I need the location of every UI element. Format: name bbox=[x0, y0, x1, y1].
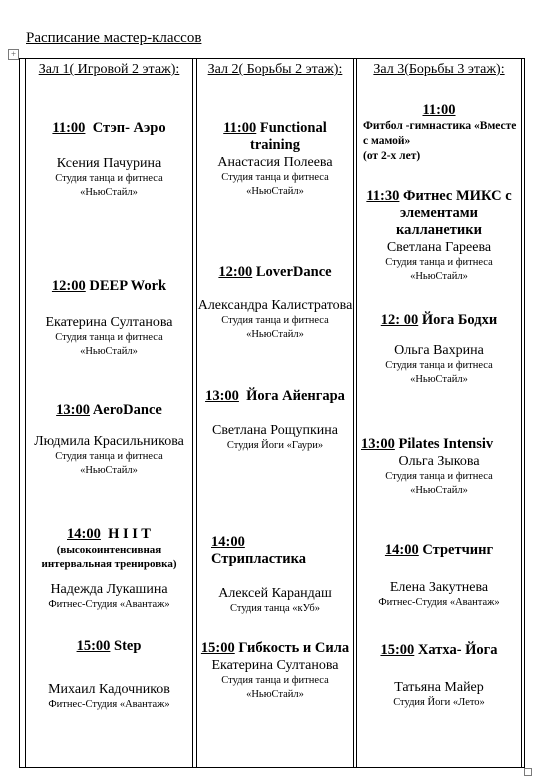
session-name: Фитбол -гимнастика «Вместе с мамой» bbox=[363, 120, 517, 147]
session-name: Йога Айенгара bbox=[246, 388, 345, 404]
studio-name: Студия танца и фитнеса «НьюСтайл» bbox=[385, 257, 493, 282]
session-title bbox=[26, 402, 192, 419]
session-time: 11:00 bbox=[422, 102, 456, 118]
hall-3-column bbox=[356, 58, 522, 768]
session-block bbox=[26, 278, 192, 359]
trainer-name: Ольга Зыкова bbox=[398, 454, 480, 469]
studio-name: Студия танца и фитнеса «НьюСтайл» bbox=[55, 332, 163, 357]
trainer-name: Ольга Вахрина bbox=[394, 343, 484, 358]
session-block bbox=[26, 526, 192, 612]
session-title bbox=[26, 120, 192, 137]
trainer-name: Алексей Карандаш bbox=[218, 586, 332, 601]
session-time: 14:00 bbox=[67, 526, 101, 542]
session-block bbox=[197, 264, 353, 342]
session-title bbox=[26, 278, 192, 295]
session-title bbox=[357, 642, 521, 659]
session-name: Functional training bbox=[250, 120, 327, 153]
studio-name: Фитнес-Студия «Авантаж» bbox=[48, 699, 170, 710]
session-block bbox=[357, 188, 521, 284]
session-block bbox=[357, 436, 521, 498]
table-resize-handle-icon[interactable] bbox=[524, 768, 532, 776]
trainer-name: Светлана Гареева bbox=[386, 240, 492, 255]
table-move-handle-icon[interactable]: + bbox=[8, 49, 19, 60]
session-time: 13:00 bbox=[361, 436, 395, 452]
session-title bbox=[357, 312, 521, 329]
session-time: 12:00 bbox=[51, 278, 86, 294]
trainer-name: Людмила Красильникова bbox=[34, 434, 184, 449]
session-title bbox=[357, 436, 521, 453]
session-name: H I I T bbox=[108, 526, 151, 542]
studio-name: Студия танца и фитнеса «НьюСтайл» bbox=[221, 315, 329, 340]
trainer-name: Александра Калистратова bbox=[197, 298, 353, 313]
studio-name: Студия Йоги «Гаури» bbox=[226, 440, 324, 451]
studio-name: Студия танца и фитнеса «НьюСтайл» bbox=[55, 173, 163, 198]
session-title bbox=[357, 102, 521, 119]
session-title bbox=[26, 638, 192, 655]
hall-2-header: Зал 2( Борьбы 2 этаж): bbox=[207, 62, 343, 77]
session-name: Pilates Intensiv bbox=[398, 436, 494, 452]
session-block bbox=[197, 120, 353, 199]
session-block bbox=[357, 312, 521, 387]
session-title bbox=[197, 534, 353, 568]
session-block bbox=[197, 640, 353, 702]
hall-1-column bbox=[25, 58, 193, 768]
trainer-name: Светлана Рощупкина bbox=[212, 423, 338, 438]
session-name: Хатха- Йога bbox=[417, 642, 498, 658]
session-time: 15:00 bbox=[380, 642, 415, 658]
session-name: LoverDance bbox=[255, 264, 332, 280]
session-name: AeroDance bbox=[92, 402, 162, 418]
trainer-name: Михаил Кадочников bbox=[48, 682, 170, 697]
studio-name: Фитнес-Студия «Авантаж» bbox=[378, 597, 500, 608]
studio-name: Фитнес-Студия «Авантаж» bbox=[48, 599, 170, 610]
session-time: 14:00 bbox=[384, 542, 419, 558]
studio-name: Студия Йоги «Лето» bbox=[393, 697, 485, 708]
studio-name: Студия танца «кУб» bbox=[230, 603, 320, 614]
session-name: DEEP Work bbox=[89, 278, 167, 294]
hall-2-column bbox=[196, 58, 354, 768]
session-name: Стрипластика bbox=[211, 551, 307, 567]
trainer-name: Екатерина Султанова bbox=[211, 658, 339, 673]
hall-1-header: Зал 1( Игровой 2 этаж): bbox=[38, 62, 180, 77]
session-title bbox=[357, 188, 521, 239]
session-title bbox=[197, 264, 353, 281]
session-title bbox=[26, 526, 192, 543]
trainer-name: Надежда Лукашина bbox=[50, 582, 168, 597]
session-title bbox=[357, 542, 521, 559]
session-block bbox=[357, 542, 521, 610]
session-time: 11:30 bbox=[366, 188, 400, 204]
page-title: Расписание мастер-классов bbox=[26, 30, 202, 46]
session-block bbox=[26, 638, 192, 712]
studio-name: Студия танца и фитнеса «НьюСтайл» bbox=[55, 451, 163, 476]
session-block bbox=[197, 534, 353, 616]
session-note: (высокоинтенсивная интервальная тренировка) bbox=[41, 544, 177, 570]
trainer-name: Ксения Пачурина bbox=[56, 156, 162, 171]
session-title bbox=[197, 640, 353, 657]
trainer-name: Елена Закутнева bbox=[389, 580, 489, 595]
studio-name: Студия танца и фитнеса «НьюСтайл» bbox=[385, 471, 493, 496]
trainer-name: Татьяна Майер bbox=[394, 680, 484, 695]
hall-3-header: Зал 3(Борьбы 3 этаж): bbox=[373, 62, 505, 77]
session-time: 15:00 bbox=[76, 638, 111, 654]
session-block bbox=[357, 102, 521, 163]
session-time: 15:00 bbox=[200, 640, 235, 656]
session-block bbox=[26, 402, 192, 478]
trainer-name: Екатерина Султанова bbox=[45, 315, 173, 330]
session-time: 13:00 bbox=[205, 388, 239, 404]
studio-name: Студия танца и фитнеса «НьюСтайл» bbox=[385, 360, 493, 385]
session-block bbox=[357, 642, 521, 710]
session-time: 11:00 bbox=[223, 120, 257, 136]
session-name: Йога Бодхи bbox=[421, 312, 498, 328]
session-time: 12: 00 bbox=[380, 312, 419, 328]
session-time: 14:00 bbox=[211, 534, 245, 550]
trainer-name: Анастасия Полеева bbox=[217, 155, 333, 170]
session-name: Гибкость и Сила bbox=[238, 640, 350, 656]
session-note: (от 2-х лет) bbox=[363, 150, 421, 162]
session-name: Step bbox=[114, 638, 142, 654]
session-title bbox=[197, 388, 353, 405]
session-block bbox=[26, 120, 192, 200]
session-time: 13:00 bbox=[56, 402, 90, 418]
session-name: Стретчинг bbox=[422, 542, 494, 558]
studio-name: Студия танца и фитнеса «НьюСтайл» bbox=[221, 675, 329, 700]
session-name: Фитнес МИКС с элементами калланетики bbox=[395, 188, 512, 238]
studio-name: Студия танца и фитнеса «НьюСтайл» bbox=[221, 172, 329, 197]
session-block bbox=[197, 388, 353, 453]
session-name: Стэп- Аэро bbox=[92, 120, 166, 136]
session-title bbox=[197, 120, 353, 154]
session-time: 12:00 bbox=[218, 264, 253, 280]
session-time: 11:00 bbox=[52, 120, 86, 136]
